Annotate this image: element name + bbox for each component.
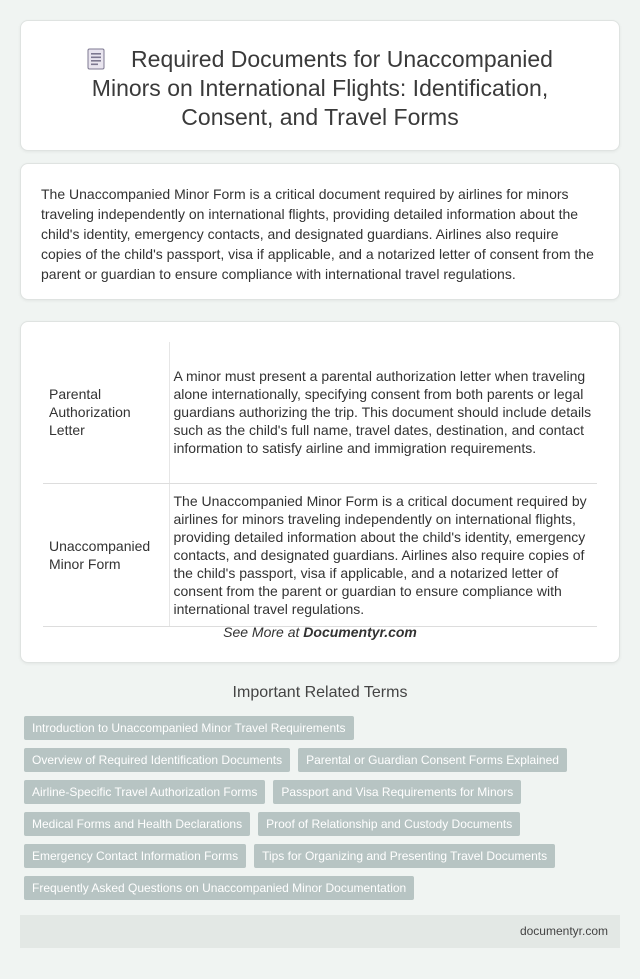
title-card	[20, 20, 620, 151]
related-terms-heading: Important Related Terms	[232, 684, 408, 701]
footer-site-link[interactable]: documentyr.com	[519, 924, 608, 938]
related-term-tag[interactable]: Medical Forms and Health Declarations	[24, 812, 250, 836]
related-terms-list	[24, 716, 620, 908]
related-term-tag[interactable]: Passport and Visa Requirements for Minors	[273, 780, 521, 804]
intro-paragraph: The Unaccompanied Minor Form is a critical document required by airlines for minors traveling independently on international flights, providing detailed information about the child's identity, emergency contacts, and designated guardians. Airlines also require copies of the child's passport, visa if applicable, and a notarized letter of consent from the parent or guardian to ensure compliance with international travel regulations.	[41, 186, 594, 282]
see-more-link[interactable]	[21, 624, 619, 640]
intro-card	[20, 163, 620, 300]
documents-table	[43, 342, 597, 627]
table-row	[43, 483, 597, 626]
document-icon	[87, 48, 105, 70]
related-term-tag[interactable]: Proof of Relationship and Custody Documents	[258, 812, 520, 836]
page-title	[51, 45, 589, 132]
related-term-tag[interactable]: Emergency Contact Information Forms	[24, 844, 246, 868]
table-row	[43, 342, 597, 483]
page-title-text: Required Documents for Unaccompanied Minors on International Flights: Identification, Consent, and Travel Forms	[91, 46, 553, 130]
related-term-tag[interactable]: Introduction to Unaccompanied Minor Travel Requirements	[24, 716, 354, 740]
related-term-tag[interactable]: Overview of Required Identification Documents	[24, 748, 290, 772]
table-term-cell: Unaccompanied Minor Form	[43, 483, 169, 626]
related-term-tag[interactable]: Tips for Organizing and Presenting Travel Documents	[254, 844, 555, 868]
table-description-cell: The Unaccompanied Minor Form is a critical document required by airlines for minors traveling independently on international flights, providing detailed information about the child's identity, emergency contacts, and designated guardians. Airlines also require copies of the child's passport, visa if applicable, and a notarized letter of consent from the parent or guardian to ensure compliance with international travel regulations.	[169, 483, 597, 626]
documents-table-card	[20, 321, 620, 663]
related-term-tag[interactable]: Frequently Asked Questions on Unaccompanied Minor Documentation	[24, 876, 414, 900]
table-term-cell: Parental Authorization Letter	[43, 342, 169, 483]
related-term-tag[interactable]: Airline-Specific Travel Authorization Forms	[24, 780, 265, 804]
see-more-prefix: See More at	[223, 624, 304, 640]
related-term-tag[interactable]: Parental or Guardian Consent Forms Explained	[298, 748, 567, 772]
table-description-cell: A minor must present a parental authorization letter when traveling alone internationally, specifying consent from both parents or legal guardians authorizing the trip. This document should include details such as the child's full name, travel dates, destination, and contact information to satisfy airline and immigration requirements.	[169, 342, 597, 483]
see-more-site[interactable]: Documentyr.com	[303, 624, 417, 640]
footer	[20, 915, 620, 948]
